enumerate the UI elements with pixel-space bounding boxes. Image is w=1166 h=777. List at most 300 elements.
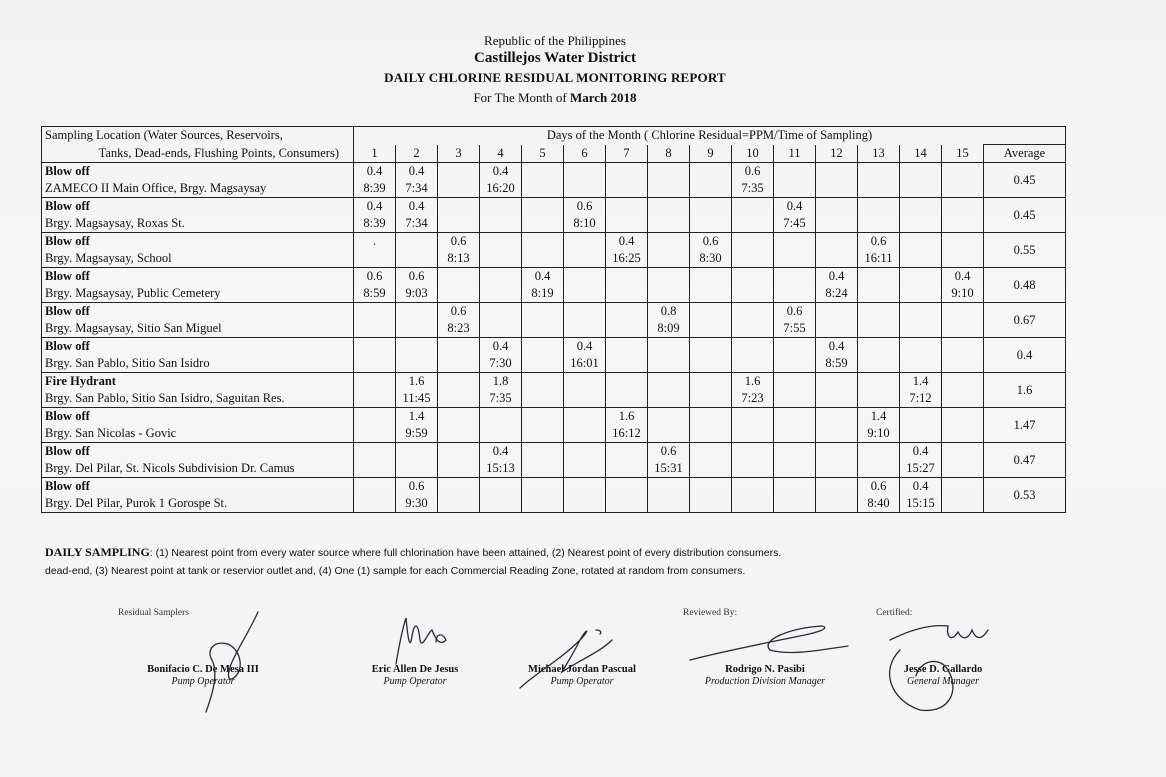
ppm-cell bbox=[900, 268, 942, 286]
time-cell bbox=[690, 425, 732, 443]
time-cell bbox=[732, 285, 774, 303]
time-cell: 9:03 bbox=[396, 285, 438, 303]
ppm-cell: 0.4 bbox=[900, 443, 942, 461]
average-cell: 0.67 bbox=[984, 303, 1066, 338]
ppm-cell: 0.4 bbox=[774, 198, 816, 216]
ppm-cell bbox=[522, 233, 564, 251]
ppm-cell bbox=[564, 443, 606, 461]
time-cell bbox=[942, 355, 984, 373]
ppm-cell bbox=[900, 408, 942, 426]
time-cell bbox=[354, 495, 396, 513]
sampling-note-line1 bbox=[45, 545, 781, 560]
time-cell bbox=[480, 320, 522, 338]
table-row bbox=[42, 198, 1066, 216]
ppm-cell bbox=[942, 198, 984, 216]
ppm-cell: 1.6 bbox=[396, 373, 438, 391]
ppm-cell: 0.4 bbox=[816, 338, 858, 356]
sampling-type: Blow off bbox=[42, 233, 354, 251]
time-cell bbox=[816, 425, 858, 443]
time-cell bbox=[816, 460, 858, 478]
table-row-time bbox=[42, 250, 1066, 268]
signatory-1 bbox=[103, 664, 303, 688]
table-row-time bbox=[42, 285, 1066, 303]
time-cell bbox=[942, 215, 984, 233]
ppm-cell bbox=[816, 478, 858, 496]
ppm-cell bbox=[480, 198, 522, 216]
day-header-12: 12 bbox=[816, 145, 858, 163]
table-row-time bbox=[42, 355, 1066, 373]
average-cell: 0.4 bbox=[984, 338, 1066, 373]
average-cell: 0.53 bbox=[984, 478, 1066, 513]
ppm-cell: 0.6 bbox=[732, 163, 774, 181]
signatory-5-title: General Manager bbox=[907, 676, 979, 688]
time-cell: 9:59 bbox=[396, 425, 438, 443]
average-cell: 1.47 bbox=[984, 408, 1066, 443]
time-cell bbox=[690, 180, 732, 198]
ppm-cell bbox=[816, 198, 858, 216]
sampling-note-label: DAILY SAMPLING bbox=[45, 545, 150, 559]
time-cell: 8:19 bbox=[522, 285, 564, 303]
ppm-cell bbox=[774, 338, 816, 356]
ppm-cell bbox=[438, 478, 480, 496]
sampling-type: Blow off bbox=[42, 303, 354, 321]
time-cell bbox=[816, 320, 858, 338]
ppm-cell: 0.4 bbox=[480, 443, 522, 461]
time-cell bbox=[942, 390, 984, 408]
ppm-cell bbox=[438, 268, 480, 286]
location-header-line2: Tanks, Dead-ends, Flushing Points, Consumers) bbox=[42, 145, 354, 163]
time-cell: 8:10 bbox=[564, 215, 606, 233]
time-cell: 8:40 bbox=[858, 495, 900, 513]
time-cell bbox=[480, 250, 522, 268]
time-cell bbox=[396, 355, 438, 373]
day-header-15: 15 bbox=[942, 145, 984, 163]
ppm-cell bbox=[732, 268, 774, 286]
sampling-location: Brgy. Magsaysay, Public Cemetery bbox=[42, 285, 354, 303]
time-cell bbox=[942, 460, 984, 478]
ppm-cell bbox=[690, 268, 732, 286]
time-cell bbox=[522, 215, 564, 233]
ppm-cell bbox=[522, 478, 564, 496]
ppm-cell: 0.4 bbox=[480, 163, 522, 181]
time-cell: 7:30 bbox=[480, 355, 522, 373]
time-cell: 7:12 bbox=[900, 390, 942, 408]
sampling-type: Blow off bbox=[42, 338, 354, 356]
ppm-cell bbox=[900, 233, 942, 251]
ppm-cell: 0.6 bbox=[690, 233, 732, 251]
ppm-cell bbox=[690, 338, 732, 356]
ppm-cell bbox=[816, 163, 858, 181]
table-row bbox=[42, 443, 1066, 461]
ppm-cell bbox=[942, 303, 984, 321]
time-cell bbox=[564, 425, 606, 443]
time-cell bbox=[690, 355, 732, 373]
ppm-cell bbox=[480, 233, 522, 251]
time-cell bbox=[354, 250, 396, 268]
ppm-cell bbox=[690, 198, 732, 216]
time-cell bbox=[900, 355, 942, 373]
time-cell bbox=[438, 215, 480, 233]
ppm-cell bbox=[732, 443, 774, 461]
days-header: Days of the Month ( Chlorine Residual=PPM/Time of Sampling) bbox=[354, 127, 1066, 145]
time-cell bbox=[648, 285, 690, 303]
average-cell: 0.45 bbox=[984, 198, 1066, 233]
time-cell bbox=[732, 460, 774, 478]
sampling-location: Brgy. Magsaysay, Roxas St. bbox=[42, 215, 354, 233]
ppm-cell bbox=[774, 233, 816, 251]
table-row-time bbox=[42, 180, 1066, 198]
sampling-location: Brgy. Del Pilar, Purok 1 Gorospe St. bbox=[42, 495, 354, 513]
ppm-cell bbox=[564, 408, 606, 426]
time-cell: 7:23 bbox=[732, 390, 774, 408]
time-cell bbox=[942, 425, 984, 443]
time-cell bbox=[774, 180, 816, 198]
time-cell: 7:35 bbox=[732, 180, 774, 198]
time-cell bbox=[480, 425, 522, 443]
average-cell: 1.6 bbox=[984, 373, 1066, 408]
ppm-cell bbox=[522, 303, 564, 321]
time-cell bbox=[522, 355, 564, 373]
ppm-cell bbox=[648, 268, 690, 286]
ppm-cell bbox=[774, 373, 816, 391]
time-cell bbox=[690, 320, 732, 338]
ppm-cell bbox=[564, 233, 606, 251]
time-cell bbox=[732, 495, 774, 513]
table-row bbox=[42, 233, 1066, 251]
day-header-3: 3 bbox=[438, 145, 480, 163]
signatory-3-title: Pump Operator bbox=[550, 676, 614, 688]
sampling-location: Brgy. Magsaysay, School bbox=[42, 250, 354, 268]
time-cell bbox=[732, 320, 774, 338]
time-cell: 16:12 bbox=[606, 425, 648, 443]
ppm-cell bbox=[816, 373, 858, 391]
time-cell bbox=[648, 215, 690, 233]
time-cell bbox=[732, 250, 774, 268]
ppm-cell: 0.6 bbox=[396, 268, 438, 286]
time-cell bbox=[774, 495, 816, 513]
ppm-cell bbox=[438, 408, 480, 426]
time-cell bbox=[648, 390, 690, 408]
ppm-cell bbox=[606, 198, 648, 216]
signatory-3-name: Michael Jordan Pascual bbox=[528, 664, 636, 675]
ppm-cell: 1.4 bbox=[396, 408, 438, 426]
time-cell: 8:23 bbox=[438, 320, 480, 338]
ppm-cell bbox=[564, 163, 606, 181]
time-cell bbox=[522, 250, 564, 268]
time-cell: 16:25 bbox=[606, 250, 648, 268]
sampling-location: Brgy. San Nicolas - Govic bbox=[42, 425, 354, 443]
ppm-cell bbox=[732, 478, 774, 496]
ppm-cell bbox=[900, 163, 942, 181]
certified-label: Certified: bbox=[876, 608, 913, 618]
ppm-cell bbox=[690, 303, 732, 321]
day-header-4: 4 bbox=[480, 145, 522, 163]
time-cell bbox=[900, 180, 942, 198]
ppm-cell bbox=[396, 443, 438, 461]
time-cell: 11:45 bbox=[396, 390, 438, 408]
time-cell bbox=[438, 495, 480, 513]
day-header-5: 5 bbox=[522, 145, 564, 163]
ppm-cell bbox=[438, 443, 480, 461]
ppm-cell: 0.6 bbox=[438, 233, 480, 251]
ppm-cell bbox=[732, 198, 774, 216]
table-row bbox=[42, 338, 1066, 356]
time-cell: 16:20 bbox=[480, 180, 522, 198]
residual-samplers-label: Residual Samplers bbox=[118, 608, 189, 618]
table-row-time bbox=[42, 320, 1066, 338]
time-cell bbox=[816, 390, 858, 408]
ppm-cell bbox=[480, 408, 522, 426]
header-district-name: Castillejos Water District bbox=[474, 50, 636, 66]
time-cell bbox=[396, 460, 438, 478]
time-cell bbox=[732, 425, 774, 443]
chlorine-monitoring-table bbox=[41, 126, 1066, 513]
signature-1 bbox=[206, 612, 258, 712]
signatory-2-title: Pump Operator bbox=[383, 676, 447, 688]
time-cell bbox=[480, 215, 522, 233]
table-row bbox=[42, 478, 1066, 496]
time-cell: 7:55 bbox=[774, 320, 816, 338]
time-cell bbox=[900, 320, 942, 338]
time-cell bbox=[858, 355, 900, 373]
sampling-type: Blow off bbox=[42, 163, 354, 181]
time-cell: 7:34 bbox=[396, 215, 438, 233]
ppm-cell bbox=[522, 338, 564, 356]
time-cell bbox=[900, 215, 942, 233]
location-header-line1: Sampling Location (Water Sources, Reservoirs, bbox=[42, 127, 354, 145]
table-row bbox=[42, 303, 1066, 321]
time-cell bbox=[606, 180, 648, 198]
ppm-cell bbox=[354, 408, 396, 426]
ppm-cell bbox=[816, 443, 858, 461]
ppm-cell: 0.6 bbox=[858, 233, 900, 251]
time-cell bbox=[522, 460, 564, 478]
ppm-cell bbox=[354, 373, 396, 391]
time-cell bbox=[564, 460, 606, 478]
day-header-6: 6 bbox=[564, 145, 606, 163]
average-cell: 0.45 bbox=[984, 163, 1066, 198]
ppm-cell bbox=[606, 163, 648, 181]
average-cell: 0.55 bbox=[984, 233, 1066, 268]
sampling-type: Blow off bbox=[42, 408, 354, 426]
time-cell bbox=[354, 355, 396, 373]
time-cell bbox=[858, 460, 900, 478]
time-cell: 16:11 bbox=[858, 250, 900, 268]
report-period bbox=[0, 91, 1110, 104]
time-cell bbox=[690, 390, 732, 408]
sampling-type: Blow off bbox=[42, 268, 354, 286]
time-cell bbox=[522, 425, 564, 443]
ppm-cell: 0.6 bbox=[858, 478, 900, 496]
time-cell bbox=[438, 180, 480, 198]
table-row bbox=[42, 408, 1066, 426]
table-row-time bbox=[42, 390, 1066, 408]
sampling-type: Blow off bbox=[42, 478, 354, 496]
ppm-cell bbox=[942, 443, 984, 461]
time-cell bbox=[690, 495, 732, 513]
sampling-type: Blow off bbox=[42, 198, 354, 216]
time-cell bbox=[354, 460, 396, 478]
time-cell: 8:09 bbox=[648, 320, 690, 338]
time-cell bbox=[690, 285, 732, 303]
time-cell bbox=[564, 495, 606, 513]
time-cell bbox=[690, 215, 732, 233]
time-cell: 8:30 bbox=[690, 250, 732, 268]
report-title: DAILY CHLORINE RESIDUAL MONITORING REPORT bbox=[384, 70, 726, 85]
time-cell: 7:35 bbox=[480, 390, 522, 408]
signatory-4 bbox=[665, 664, 865, 688]
ppm-cell bbox=[438, 338, 480, 356]
day-header-2: 2 bbox=[396, 145, 438, 163]
ppm-cell bbox=[354, 303, 396, 321]
ppm-cell bbox=[648, 373, 690, 391]
signatory-3 bbox=[482, 664, 682, 688]
time-cell bbox=[774, 355, 816, 373]
ppm-cell bbox=[648, 198, 690, 216]
ppm-cell bbox=[396, 303, 438, 321]
ppm-cell: 1.8 bbox=[480, 373, 522, 391]
signatory-5 bbox=[843, 664, 1043, 688]
time-cell bbox=[774, 460, 816, 478]
ppm-cell bbox=[942, 163, 984, 181]
signatory-1-title: Pump Operator bbox=[171, 676, 235, 688]
time-cell: 8:39 bbox=[354, 215, 396, 233]
time-cell bbox=[648, 355, 690, 373]
ppm-cell bbox=[522, 408, 564, 426]
ppm-cell: 0.6 bbox=[354, 268, 396, 286]
time-cell bbox=[858, 390, 900, 408]
time-cell bbox=[774, 250, 816, 268]
time-cell bbox=[564, 390, 606, 408]
time-cell bbox=[438, 285, 480, 303]
ppm-cell: 0.4 bbox=[354, 163, 396, 181]
time-cell bbox=[606, 495, 648, 513]
signatory-4-name: Rodrigo N. Pasibi bbox=[725, 664, 805, 675]
time-cell bbox=[564, 320, 606, 338]
ppm-cell bbox=[942, 338, 984, 356]
time-cell bbox=[606, 215, 648, 233]
table-row-time bbox=[42, 425, 1066, 443]
ppm-cell bbox=[606, 478, 648, 496]
ppm-cell bbox=[522, 198, 564, 216]
time-cell bbox=[816, 215, 858, 233]
time-cell: 9:10 bbox=[858, 425, 900, 443]
day-header-10: 10 bbox=[732, 145, 774, 163]
time-cell bbox=[942, 250, 984, 268]
ppm-cell: 1.4 bbox=[858, 408, 900, 426]
day-header-14: 14 bbox=[900, 145, 942, 163]
time-cell bbox=[648, 495, 690, 513]
time-cell: 7:45 bbox=[774, 215, 816, 233]
time-cell bbox=[354, 320, 396, 338]
time-cell bbox=[564, 250, 606, 268]
ppm-cell bbox=[648, 408, 690, 426]
sampling-location: ZAMECO II Main Office, Brgy. Magsaysay bbox=[42, 180, 354, 198]
ppm-cell bbox=[354, 478, 396, 496]
time-cell bbox=[606, 285, 648, 303]
day-header-11: 11 bbox=[774, 145, 816, 163]
ppm-cell: 1.6 bbox=[606, 408, 648, 426]
ppm-cell: 0.6 bbox=[396, 478, 438, 496]
sampling-note-line2: dead-end, (3) Nearest point at tank or reservior outlet and, (4) One (1) sample for each Commercial Reading Zone, rotated at random from consumers. bbox=[45, 565, 746, 577]
ppm-cell bbox=[900, 303, 942, 321]
time-cell bbox=[774, 285, 816, 303]
sampling-location: Brgy. Magsaysay, Sitio San Miguel bbox=[42, 320, 354, 338]
ppm-cell bbox=[438, 198, 480, 216]
time-cell bbox=[480, 285, 522, 303]
ppm-cell bbox=[942, 233, 984, 251]
time-cell: 15:27 bbox=[900, 460, 942, 478]
ppm-cell: 1.4 bbox=[900, 373, 942, 391]
time-cell bbox=[438, 425, 480, 443]
time-cell bbox=[732, 355, 774, 373]
ppm-cell bbox=[690, 443, 732, 461]
table-row bbox=[42, 163, 1066, 181]
ppm-cell: 0.6 bbox=[648, 443, 690, 461]
time-cell bbox=[606, 320, 648, 338]
time-cell: 8:24 bbox=[816, 285, 858, 303]
time-cell bbox=[858, 215, 900, 233]
ppm-cell bbox=[816, 233, 858, 251]
signatory-5-name: Jesse D. Gallardo bbox=[903, 664, 983, 675]
ppm-cell bbox=[522, 163, 564, 181]
time-cell bbox=[564, 285, 606, 303]
signatory-4-title: Production Division Manager bbox=[704, 676, 826, 688]
report-period-prefix: For The Month of bbox=[473, 90, 570, 105]
time-cell bbox=[648, 180, 690, 198]
ppm-cell bbox=[858, 163, 900, 181]
ppm-cell bbox=[900, 198, 942, 216]
ppm-cell bbox=[354, 338, 396, 356]
time-cell bbox=[732, 215, 774, 233]
day-header-8: 8 bbox=[648, 145, 690, 163]
ppm-cell: 0.4 bbox=[396, 163, 438, 181]
time-cell bbox=[900, 250, 942, 268]
time-cell bbox=[816, 250, 858, 268]
signatory-1-name: Bonifacio C. De Mesa III bbox=[147, 664, 259, 675]
ppm-cell: 0.4 bbox=[942, 268, 984, 286]
time-cell bbox=[942, 180, 984, 198]
time-cell: 15:31 bbox=[648, 460, 690, 478]
ppm-cell bbox=[732, 303, 774, 321]
ppm-cell bbox=[690, 163, 732, 181]
time-cell bbox=[900, 285, 942, 303]
day-header-1: 1 bbox=[354, 145, 396, 163]
time-cell bbox=[606, 355, 648, 373]
ppm-cell bbox=[816, 408, 858, 426]
ppm-cell bbox=[690, 408, 732, 426]
ppm-cell bbox=[606, 443, 648, 461]
sampling-location: Brgy. San Pablo, Sitio San Isidro bbox=[42, 355, 354, 373]
ppm-cell bbox=[480, 303, 522, 321]
time-cell bbox=[858, 320, 900, 338]
time-cell bbox=[606, 460, 648, 478]
ppm-cell bbox=[564, 268, 606, 286]
ppm-cell bbox=[648, 338, 690, 356]
time-cell: 15:15 bbox=[900, 495, 942, 513]
time-cell bbox=[648, 425, 690, 443]
ppm-cell: 0.6 bbox=[774, 303, 816, 321]
ppm-cell: 0.4 bbox=[396, 198, 438, 216]
header-republic: Republic of the Philippines bbox=[484, 33, 626, 48]
time-cell: 15:13 bbox=[480, 460, 522, 478]
reviewed-by-label: Reviewed By: bbox=[683, 608, 738, 618]
time-cell: 8:59 bbox=[816, 355, 858, 373]
ppm-cell bbox=[648, 233, 690, 251]
time-cell bbox=[606, 390, 648, 408]
time-cell bbox=[522, 180, 564, 198]
ppm-cell: 0.6 bbox=[564, 198, 606, 216]
